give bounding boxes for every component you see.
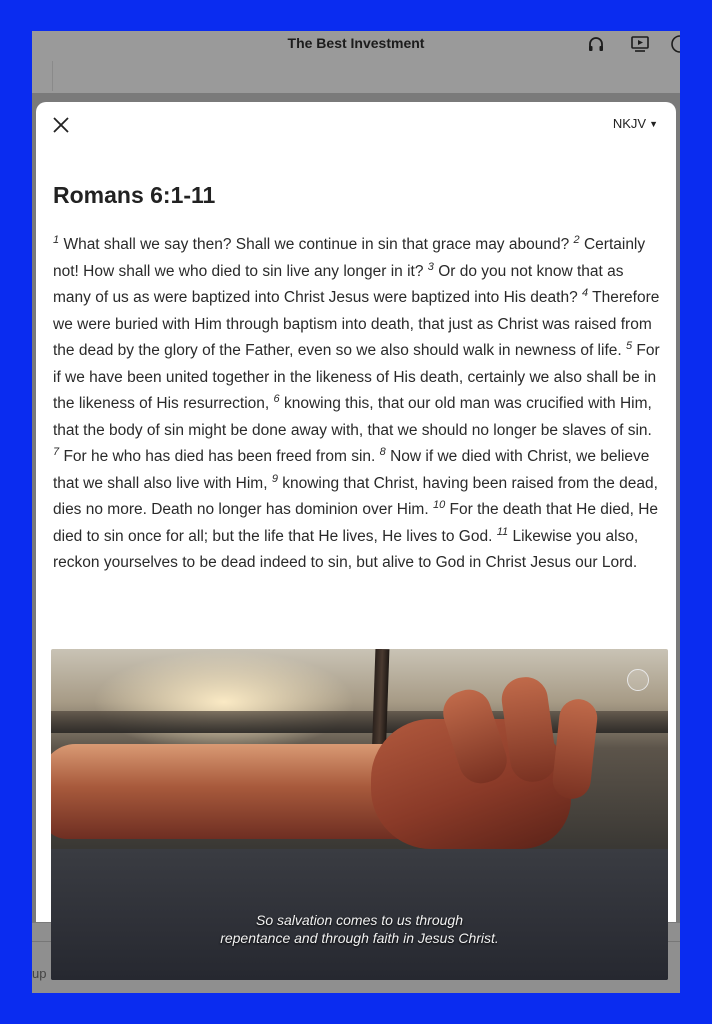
verse-text: For the death that He died, He died to sin once for all; but the life that He lives, He lives to God. xyxy=(53,501,659,545)
verse-text: Certainly not! How shall we who died to sin live any longer in it? xyxy=(53,236,646,280)
close-icon[interactable] xyxy=(50,114,72,136)
verse-number: 2 xyxy=(573,233,580,246)
video-player[interactable] xyxy=(51,649,668,980)
verse-text: Or do you not know that as many of us as were baptized into Christ Jesus were baptized into His death? xyxy=(53,262,624,306)
version-label: NKJV xyxy=(612,116,647,131)
app-header xyxy=(32,31,680,93)
verse-number: 10 xyxy=(432,498,446,511)
verse-text: Likewise you also, reckon yourselves to be dead indeed to sin, but alive to God in Christ Jesus our Lord. xyxy=(53,527,639,571)
verse-text: knowing this, that our old man was crucified with Him, that the body of sin might be done away with, that we should no longer be slaves of sin. xyxy=(53,395,652,439)
verse-number: 9 xyxy=(271,472,278,485)
verse-number: 11 xyxy=(496,525,509,538)
verse-text: For if we have been united together in the likeness of His death, certainly we also shall be in the likeness of His resurrection, xyxy=(53,342,660,412)
verse-number: 5 xyxy=(625,339,633,352)
verse-text: Now if we died with Christ, we believe that we shall also live with Him, xyxy=(53,448,650,492)
caret-down-icon: ▼ xyxy=(649,119,658,129)
verse-number: 4 xyxy=(582,286,589,299)
verse-number: 3 xyxy=(427,260,434,273)
verse-number: 7 xyxy=(53,445,60,458)
bottom-input-text: up xyxy=(32,966,47,981)
verse-text: knowing that Christ, having been raised from the dead, dies no more. Death no longer has dominion over Him. xyxy=(53,474,658,518)
verse-text: Therefore we were buried with Him through baptism into death, that just as Christ was raised from the dead by the glory of the Father, even so we also should walk in newness of life. xyxy=(53,289,660,359)
subtitle-line: So salvation comes to us through xyxy=(255,912,463,928)
passage-reference: Romans 6:1-11 xyxy=(53,182,216,208)
play-video-icon[interactable] xyxy=(630,34,650,54)
info-icon[interactable] xyxy=(670,34,680,54)
header-divider xyxy=(52,61,53,91)
video-subtitle xyxy=(51,911,668,947)
headphones-icon[interactable] xyxy=(586,34,606,54)
app-title: The Best Investment xyxy=(287,35,425,51)
video-control-icon[interactable] xyxy=(627,669,649,691)
subtitle-line: repentance and through faith in Jesus Christ. xyxy=(220,930,499,946)
verse-number: 8 xyxy=(379,445,386,458)
verse-number: 6 xyxy=(273,392,280,405)
verse-text: What shall we say then? Shall we continue in sin that grace may abound? xyxy=(63,236,570,253)
passage-text xyxy=(53,232,661,577)
verse-text: For he who has died has been freed from sin. xyxy=(63,448,376,465)
verse-number: 1 xyxy=(53,233,60,246)
version-selector[interactable] xyxy=(613,116,658,131)
